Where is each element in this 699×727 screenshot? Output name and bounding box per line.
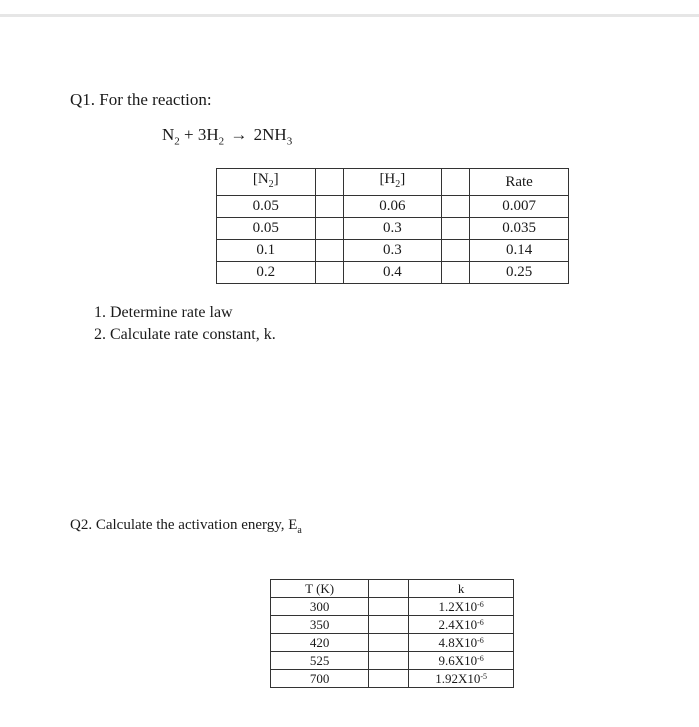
rate-data-table xyxy=(216,168,569,284)
table-row: 525 $9.6X10^{-6}$ xyxy=(271,652,514,670)
header-temperature: T (K) xyxy=(271,580,369,598)
reaction-equation: $N_2 + 3H_2 \to 2NH_3$ xyxy=(162,125,293,148)
arrow-icon: → xyxy=(230,125,248,144)
table-row: 0.2 0.4 0.25 xyxy=(217,262,569,284)
table-row: 300 $1.2X10^{-6}$ xyxy=(271,598,514,616)
reactant-h: + 3H xyxy=(179,125,219,144)
product-nh3: 2NH xyxy=(253,125,287,144)
question-1-title: Q1. For the reaction: xyxy=(70,90,212,109)
table-row: 350 $2.4X10^{-6}$ xyxy=(271,616,514,634)
activation-energy-table xyxy=(270,579,514,688)
table-header-row xyxy=(217,169,569,196)
table-row: 420 $4.8X10^{-6}$ xyxy=(271,634,514,652)
header-h2: $[H_2]$ xyxy=(343,169,442,196)
reactant-n: N xyxy=(162,125,175,144)
question-1-tasks xyxy=(94,302,276,346)
header-k: k xyxy=(409,580,514,598)
task-item: 1. Determine rate law xyxy=(94,304,233,321)
table-header-row xyxy=(271,580,514,598)
header-rate: Rate xyxy=(470,169,569,196)
table-row: 0.05 0.06 0.007 xyxy=(217,196,569,218)
question-2-title: Q2. Calculate the activation energy, $E_a$ xyxy=(70,517,302,536)
table-row: 0.1 0.3 0.14 xyxy=(217,240,569,262)
table-row: 700 $1.92X10^{-5}$ xyxy=(271,670,514,688)
top-bar xyxy=(0,0,699,17)
table-row: 0.05 0.3 0.035 xyxy=(217,218,569,240)
header-n2: $[N_2]$ xyxy=(217,169,316,196)
task-item: 2. Calculate rate constant, k. xyxy=(94,326,276,343)
